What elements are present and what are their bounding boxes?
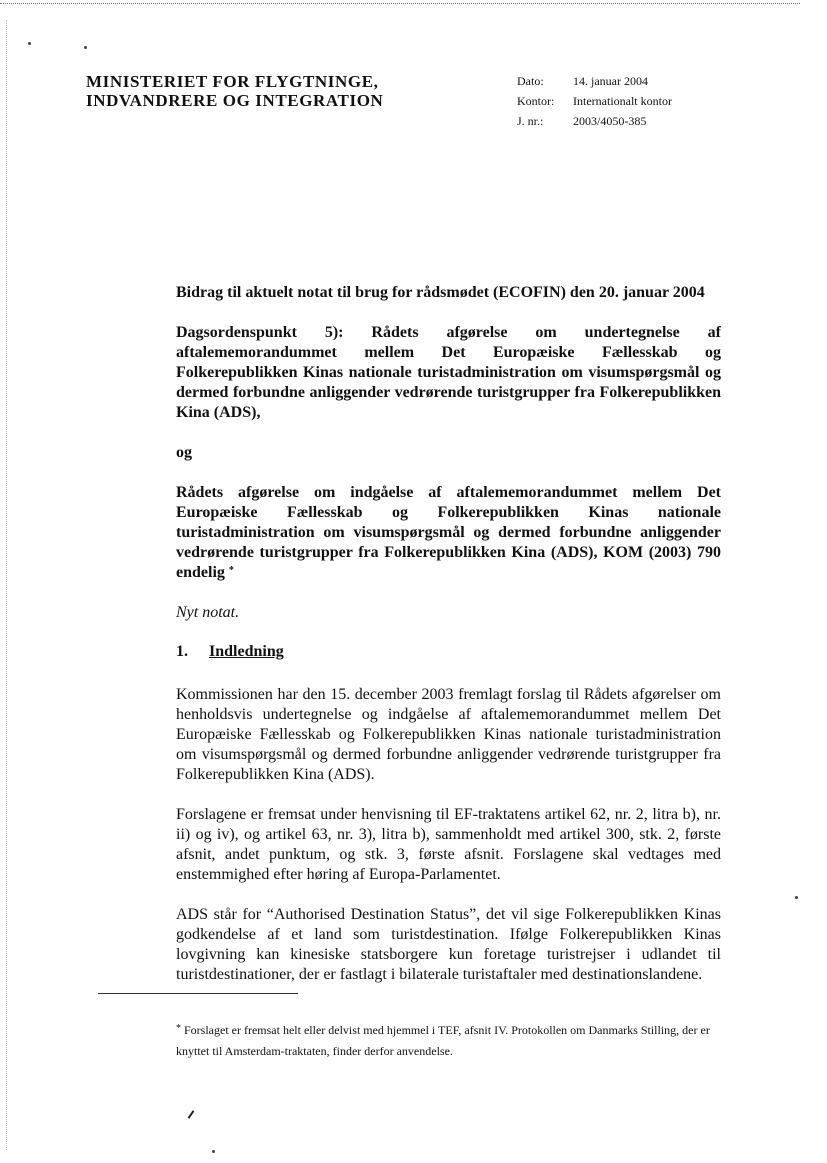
meta-date-value: 14. januar 2004 — [573, 74, 648, 88]
footnote-reference[interactable]: * — [228, 565, 234, 576]
pen-mark — [188, 1110, 195, 1119]
document-body — [176, 283, 721, 985]
document-title: Bidrag til aktuelt notat til brug for rådsmødet (ECOFIN) den 20. januar 2004 — [176, 284, 705, 301]
connector-text: og — [176, 444, 192, 461]
footnote-text: Forslaget er fremsat helt eller delvist med hjemmel i TEF, afsnit IV. Protokollen om Danmarks Stilling, der er knyttet til Amsterdam-traktaten, finder derfor anvendelse. — [176, 1023, 710, 1058]
footnote-marker: * — [176, 1023, 181, 1034]
scan-speck — [795, 896, 798, 899]
meta-date-row — [517, 71, 672, 91]
meta-office-value: Internationalt kontor — [573, 94, 672, 108]
paragraph: Forslagene er fremsat under henvisning til EF-traktatens artikel 62, nr. 2, litra b), nr. ii) og iv), og artikel 63, nr. 3), litra b), sammenholdt med artikel 300, stk. 2, første afsnit, andet punktum, og stk. 3, første afsnit. Forslagene skal vedtages med enstemmighed efter høring af Europa-Parlamentet. — [176, 806, 721, 883]
footnote — [176, 1020, 724, 1062]
meta-office-row — [517, 91, 672, 111]
section-title: Indledning — [209, 643, 284, 660]
section-number: 1. — [176, 643, 188, 660]
scan-left-edge — [6, 20, 7, 1150]
meta-journal-row — [517, 111, 672, 131]
scan-top-border — [0, 3, 800, 4]
second-decision-text: Rådets afgørelse om indgåelse af aftalememorandummet mellem Det Europæiske Fællesskab og Folkerepublikken Kinas nationale turistadministration om visumspørgsmål og dermed forbundne anliggender vedrørende turistgrupper fra Folkerepublikken Kina (ADS), KOM (2003) 790 endelig — [176, 484, 721, 581]
note-type: Nyt notat. — [176, 604, 240, 621]
ministry-line-2: INDVANDRERE OG INTEGRATION — [86, 91, 384, 110]
paragraph: ADS står for “Authorised Destination Status”, det vil sige Folkerepublikken Kinas godkendelse af et land som turistdestination. Ifølge Folkerepublikken Kinas lovgivning kan kinesiske statsborgere kun foretage turistrejser i udlandet til turistdestinationer, der er fastlagt i bilaterale turistaftaler med destinationslandene. — [176, 906, 721, 983]
meta-journal-value: 2003/4050-385 — [573, 114, 647, 128]
footnote-separator — [98, 993, 298, 994]
meta-date-label: Dato: — [517, 74, 544, 88]
scan-speck — [84, 46, 87, 49]
ministry-name — [86, 72, 383, 110]
ministry-line-1: MINISTERIET FOR FLYGTNINGE, — [86, 72, 379, 91]
meta-journal-label: J. nr.: — [517, 114, 544, 128]
agenda-item: Dagsordenspunkt 5): Rådets afgørelse om undertegnelse af aftalememorandummet mellem Det Europæiske Fællesskab og Folkerepublikken Kinas nationale turistadministration om visumspørgsmål og dermed forbundne anliggender vedrørende turistgrupper fra Folkerepublikken Kina (ADS), — [176, 324, 721, 421]
scan-speck — [28, 42, 31, 45]
meta-office-label: Kontor: — [517, 94, 555, 108]
second-decision — [176, 483, 721, 583]
document-meta — [517, 71, 672, 131]
section-heading — [176, 642, 721, 662]
paragraph: Kommissionen har den 15. december 2003 fremlagt forslag til Rådets afgørelser om henholdsvis undertegnelse og indgåelse af aftalememorandummet mellem Det Europæiske Fællesskab og Folkerepublikken Kinas nationale turistadministration om visumspørgsmål og dermed forbundne anliggender vedrørende turistgrupper fra Folkerepublikken Kina (ADS). — [176, 686, 721, 783]
scan-speck — [212, 1150, 215, 1153]
